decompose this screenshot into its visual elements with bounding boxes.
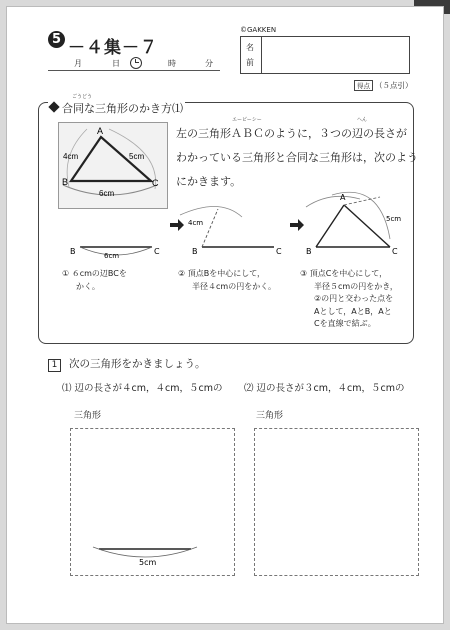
step3-a: A <box>340 193 346 202</box>
date-underline <box>48 70 220 71</box>
score-area <box>354 80 413 91</box>
ruby-hen: へん <box>357 117 368 123</box>
date-minute-label: 分 <box>205 59 213 68</box>
step3-r5: 5cm <box>386 215 402 223</box>
step-1-text: ① ６cmの辺BCを かく。 <box>62 269 127 291</box>
lesson-title: 合同な三角形のかき方⑴ <box>48 100 185 116</box>
description-line-2: わかっている三角形と合同な三角形は，次のよう <box>176 151 418 164</box>
step-3-text: ③ 頂点Cを中心にして， 半径５cmの円をかき， ②の円と交わった点を Aとして，AとB，Aと Cを直線で結ぶ。 <box>300 269 398 328</box>
clock-icon <box>130 57 142 69</box>
figure-vertex-a: A <box>97 126 104 136</box>
step1-diagram <box>70 247 160 260</box>
step3-c: C <box>392 247 398 256</box>
figure-vertex-c: C <box>152 178 159 188</box>
name-label-1: 名 <box>246 43 254 52</box>
step1-bc: 6cm <box>104 252 120 260</box>
step2-c: C <box>276 247 282 256</box>
arrow-icon-1 <box>170 219 184 231</box>
step1-c: C <box>154 247 160 256</box>
sub-question-2-label: 三角形 <box>256 411 284 421</box>
step3-b: B <box>306 247 312 256</box>
description-line-1: 左の三角形ＡＢＣのように，３つの辺の長さが <box>176 127 407 140</box>
sub-question-1-label: 三角形 <box>74 411 102 421</box>
diamond-icon <box>48 101 59 112</box>
score-badge: 得点 <box>354 80 373 91</box>
arrow-icon-2 <box>290 219 304 231</box>
answer-area-2[interactable] <box>254 428 419 576</box>
question-title: 1 次の三角形をかきましょう。 <box>48 356 206 372</box>
sub-question-1: ⑴ 辺の長さが４cm，４cm，５cmの <box>62 383 223 394</box>
base-length-label: 5cm <box>139 558 157 567</box>
name-field[interactable] <box>240 36 410 74</box>
figure-side-ac: 5cm <box>129 152 145 161</box>
construction-steps <box>60 185 410 260</box>
figure-vertex-b: B <box>62 177 69 187</box>
date-month-label: 月 <box>74 59 82 68</box>
question-number: 1 <box>48 359 61 372</box>
step3-diagram <box>306 192 401 256</box>
title-ruby: ごうどう <box>72 94 93 100</box>
figure-side-ab: 4cm <box>63 152 79 161</box>
ruby-abc: エービーシー <box>232 117 262 123</box>
description-line-3: にかきます。 <box>176 175 242 188</box>
date-hour-label: 時 <box>168 59 176 68</box>
date-day-label: 日 <box>112 59 120 68</box>
worksheet-code: －４集－７ <box>68 38 158 58</box>
step-2-text: ② 頂点Bを中心にして， 半径４cmの円をかく。 <box>178 269 277 291</box>
figure-side-bc: 6cm <box>99 189 115 198</box>
step2-r4: 4cm <box>188 219 204 227</box>
sub-question-2: ⑵ 辺の長さが３cm，４cm，５cmの <box>244 383 405 394</box>
step2-b: B <box>192 247 198 256</box>
step2-diagram <box>180 206 282 256</box>
lesson-description <box>176 122 418 194</box>
answer-area-1[interactable] <box>70 428 235 576</box>
score-text: （５点引） <box>375 81 413 90</box>
unit-number-badge: 5 <box>48 31 65 48</box>
name-label-2: 前 <box>246 58 254 67</box>
step1-b: B <box>70 247 76 256</box>
copyright: ©GAKKEN <box>240 26 277 34</box>
